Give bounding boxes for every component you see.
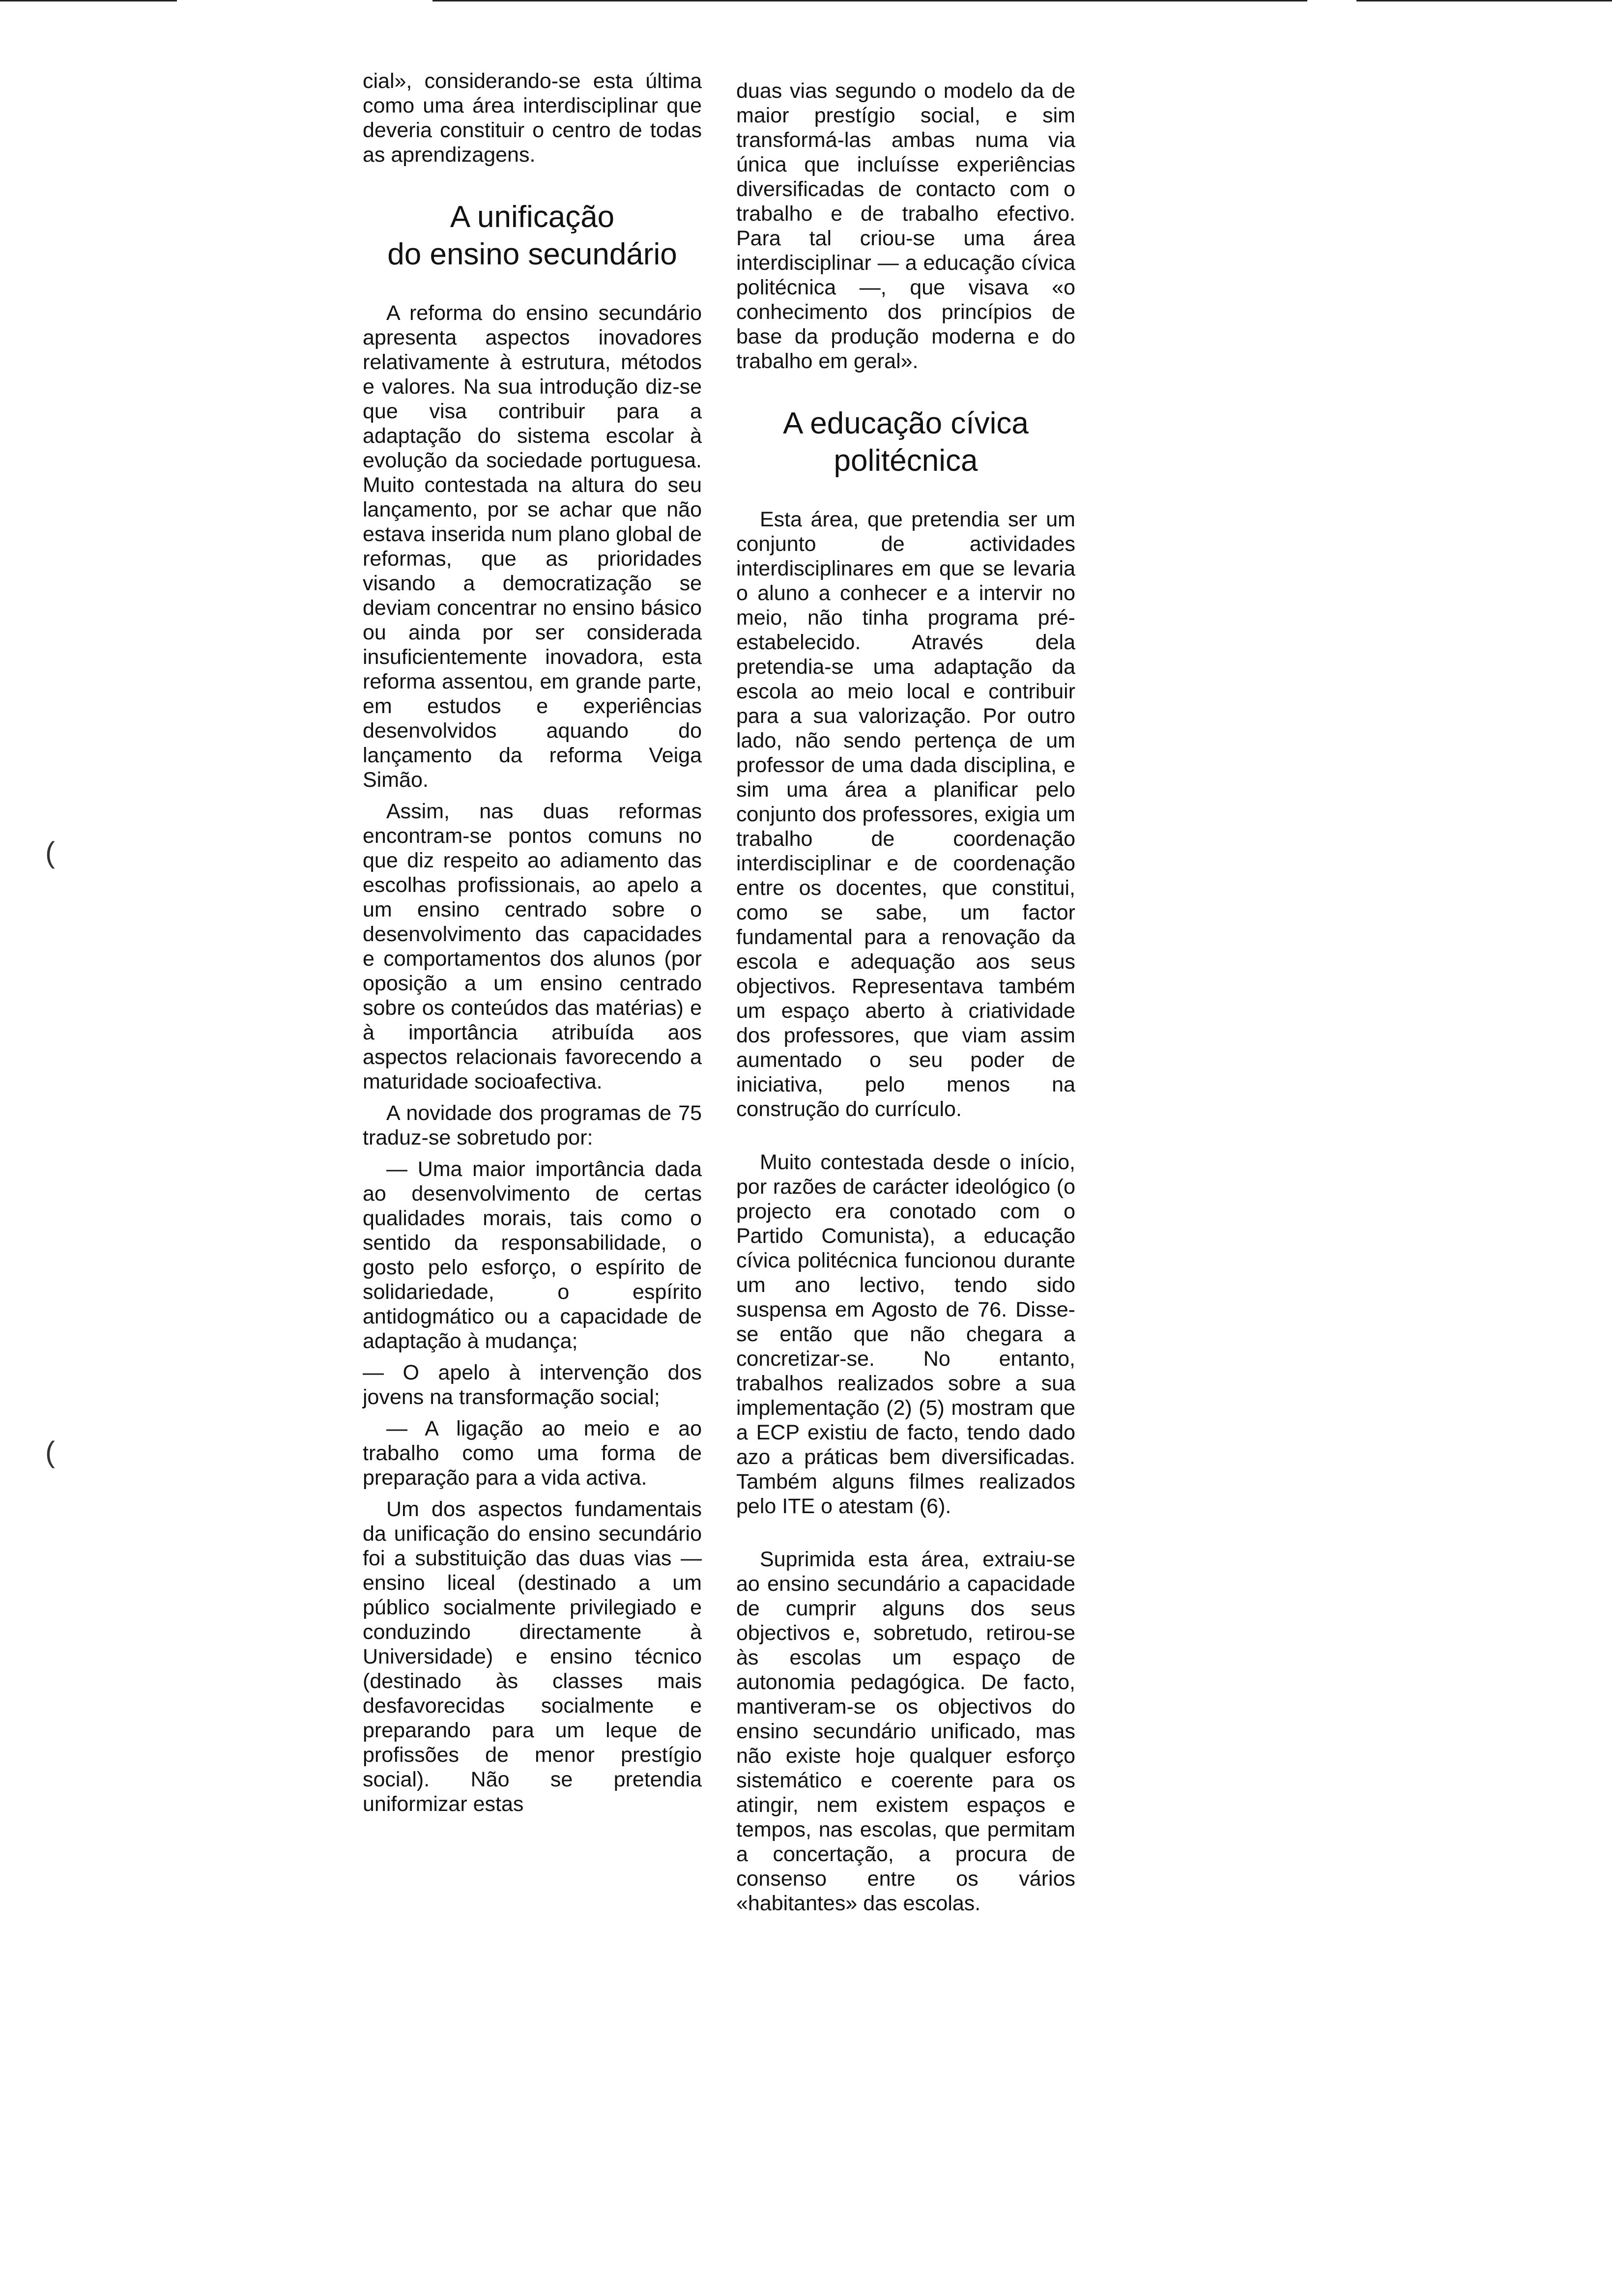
body-paragraph: Um dos aspectos fundamentais da unificação do ensino secundário foi a substituição das duas vias — ensino liceal (destinado a um público socialmente privilegiado e conduzindo directamente à Universidade) e ensino técnico (destinado às classes mais desfavorecidas socialmente e preparando para um leque de profissões de menor prestígio social). Não se pretendia uniformizar estas xyxy=(363,1497,702,1816)
body-paragraph: Assim, nas duas reformas encontram-se pontos comuns no que diz respeito ao adiamento das escolhas profissionais, ao apelo a um ensino centrado sobre o desenvolvimento das capacidades e comportamentos dos alunos (por oposição a um ensino centrado sobre os conteúdos das matérias) e à importância atribuída aos aspectos relacionais favorecendo a maturidade socioafectiva. xyxy=(363,800,702,1093)
intro-paragraph: cial», considerando-se esta última como uma área interdisciplinar que deveria constituir o centro de todas as aprendizagens. xyxy=(363,69,702,167)
heading-line: politécnica xyxy=(834,444,978,478)
scan-top-border-center xyxy=(432,0,1307,1)
heading-line: do ensino secundário xyxy=(387,237,677,271)
body-paragraph: Suprimida esta área, extraiu-se ao ensino secundário a capacidade de cumprir alguns dos seus objectivos e, sobretudo, retirou-se às escolas um espaço de autonomia pedagógica. De facto, mantiveram-se os objectivos do ensino secundário unificado, mas não existe hoje qualquer esforço sistemático e coerente para os atingir, nem existem espaços e tempos, nas escolas, que permitam a concertação, a procura de consenso entre os vários «habitantes» das escolas. xyxy=(736,1548,1075,1915)
scan-margin-mark: ( xyxy=(45,1435,55,1468)
list-item: — Uma maior importância dada ao desenvolvimento de certas qualidades morais, tais como o sentido da responsabilidade, o gosto pelo esforço, o espírito de solidariedade, o espírito antidogmático ou a capacidade de adaptação à mudança; xyxy=(363,1157,702,1353)
heading-line: A educação cívica xyxy=(783,406,1029,440)
scan-margin-mark: ( xyxy=(45,836,55,869)
list-item: — O apelo à intervenção dos jovens na transformação social; xyxy=(363,1361,702,1409)
body-paragraph: A reforma do ensino secundário apresenta aspectos inovadores relativamente à estrutura, métodos e valores. Na sua introdução diz-se que visa contribuir para a adaptação do sistema escolar à evolução da sociedade portuguesa. Muito contestada na altura do seu lançamento, por se achar que não estava inserida num plano global de reformas, que as prioridades visando a democratização se deviam concentrar no ensino básico ou ainda por ser considerada insuficientemente inovadora, esta reforma assentou, em grande parte, em estudos e experiências desenvolvidos aquando do lançamento da reforma Veiga Simão. xyxy=(363,301,702,792)
body-paragraph: A novidade dos programas de 75 traduz-se sobretudo por: xyxy=(363,1101,702,1149)
body-paragraph: Muito contestada desde o início, por razões de carácter ideológico (o projecto era conotado com o Partido Comunista), a educação cívica politécnica funcionou durante um ano lectivo, tendo sido suspensa em Agosto de 76. Disse-se então que não chegara a concretizar-se. No entanto, trabalhos realizados sobre a sua implementação (2) (5) mostram que a ECP existiu de facto, tendo dado azo a práticas bem diversificadas. Também alguns filmes realizados pelo ITE o atestam (6). xyxy=(736,1150,1075,1518)
continued-paragraph: duas vias segundo o modelo da de maior prestígio social, e sim transformá-las ambas numa via única que incluísse experiências diversificadas de contacto com o trabalho e de trabalho efectivo. Para tal criou-se uma área interdisciplinar — a educação cívica politécnica —, que visava «o conhecimento dos princípios de base da produção moderna e do trabalho em geral». xyxy=(736,79,1075,373)
paragraph-gap xyxy=(736,1128,1075,1150)
paragraph-gap xyxy=(736,1525,1075,1547)
section-heading-unification xyxy=(363,199,702,273)
section-heading-civic-education xyxy=(736,405,1075,480)
body-paragraph: Esta área, que pretendia ser um conjunto de actividades interdisciplinares em que se levaria o aluno a conhecer e a intervir no meio, não tinha programa pré-estabelecido. Através dela pretendia-se uma adaptação da escola ao meio local e contribuir para a sua valorização. Por outro lado, não sendo pertença de um professor de uma dada disciplina, e sim uma área a planificar pelo conjunto dos professores, exigia um trabalho de coordenação interdisciplinar e de coordenação entre os docentes, que constitui, como se sabe, um factor fundamental para a renovação da escola e adequação aos seus objectivos. Representava também um espaço aberto à criatividade dos professores, que viam assim aumentado o seu poder de iniciativa, pelo menos na construção do currículo. xyxy=(736,508,1075,1121)
right-column xyxy=(736,79,1075,1923)
heading-line: A unificação xyxy=(450,200,615,234)
left-column xyxy=(363,69,702,1823)
scan-top-border-left xyxy=(0,0,177,1)
scan-top-border-right xyxy=(1356,0,1612,1)
list-item: — A ligação ao meio e ao trabalho como uma forma de preparação para a vida activa. xyxy=(363,1417,702,1490)
